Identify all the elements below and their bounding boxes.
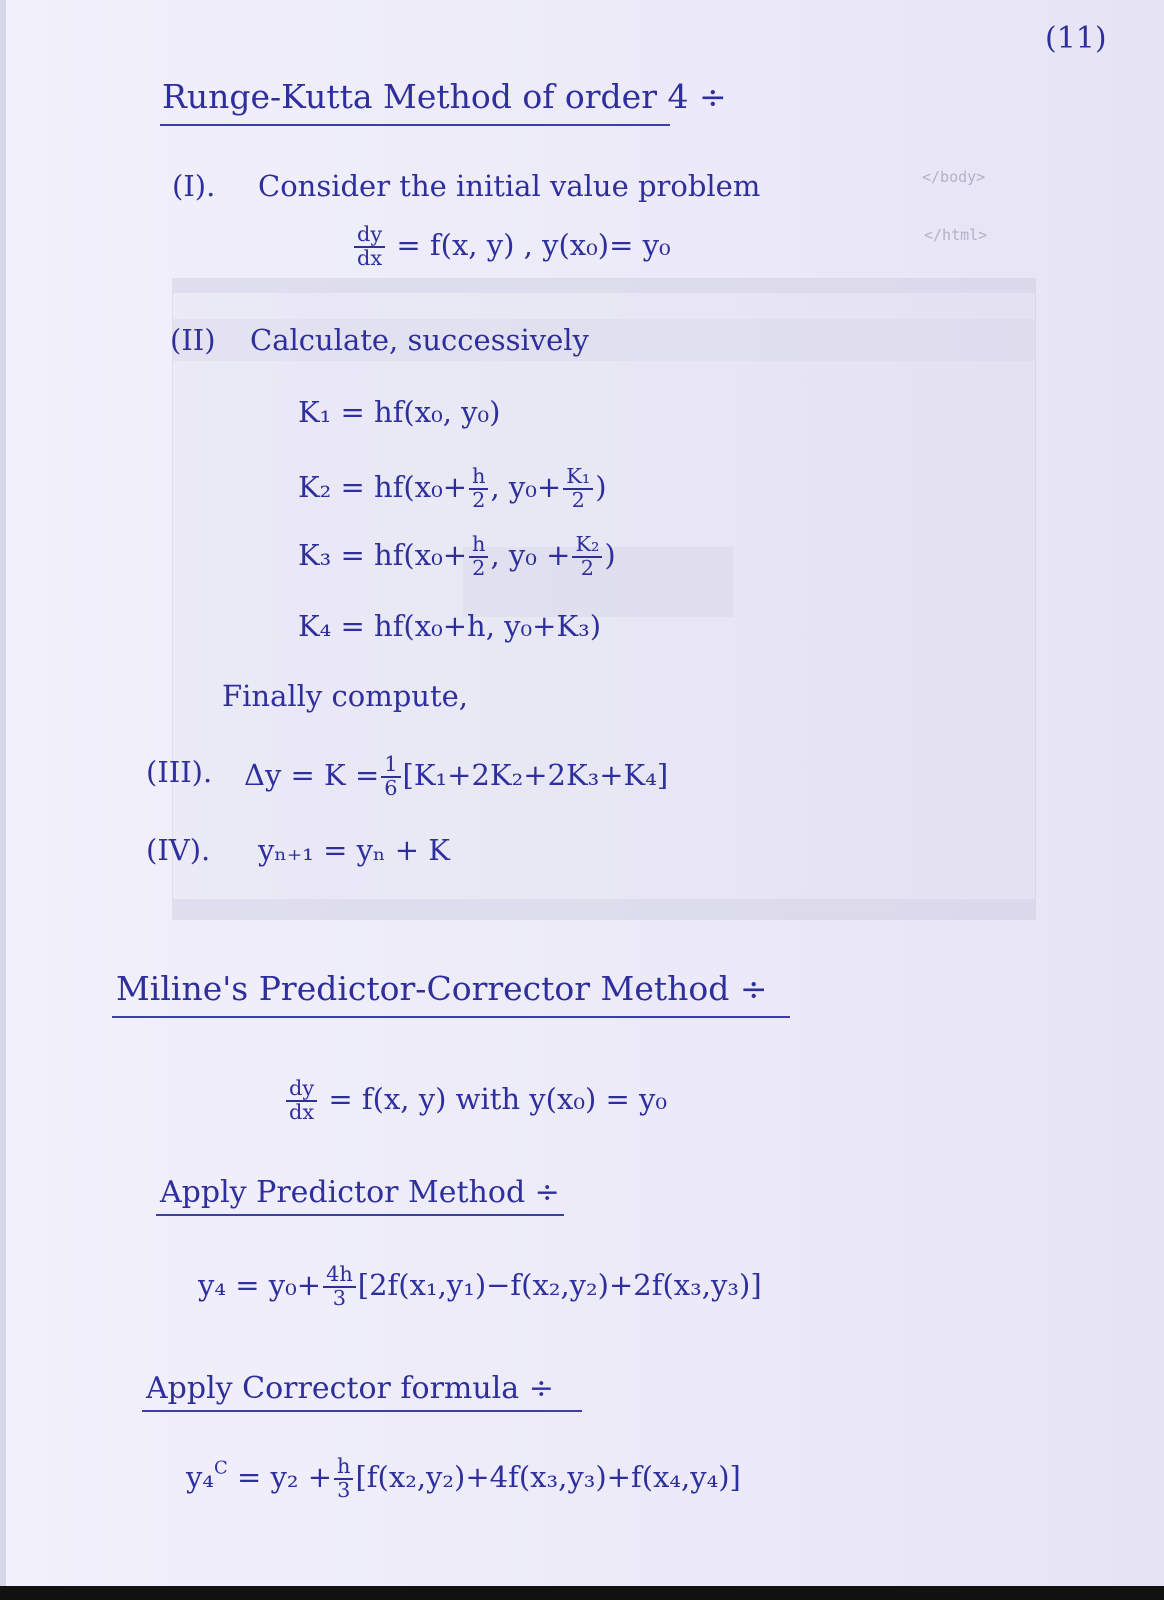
- milne-equation: $\frac{dy}{dx}$ = f(x, y) with y(x₀) = y₀: [284, 1078, 667, 1124]
- page-left-edge: [0, 0, 6, 1600]
- rk-step2-number: (II): [170, 323, 216, 357]
- k1-formula: K₁ = hf(x₀, y₀): [298, 395, 501, 429]
- k2-formula: K₂ = hf(x₀+ $\frac{h}{2}$ , y₀+ $\frac{\text{K₁}}{2}$ ): [298, 464, 607, 512]
- bleed-through-titlebar: [173, 279, 1035, 293]
- bleed-through-tag: </body>: [922, 168, 986, 186]
- corrector-heading-underline: [142, 1410, 582, 1412]
- dy-dx-fraction: $\frac{dy}{dx}$: [354, 224, 385, 270]
- rk-ivp-equation: $\frac{dy}{dx}$ = f(x, y) , y(x₀)= y₀: [352, 224, 671, 270]
- bleed-through-statusbar: [173, 899, 1035, 919]
- four-h-over-3-fraction: $\frac{4h}{3}$: [323, 1264, 356, 1310]
- predictor-heading-underline: [156, 1214, 564, 1216]
- k4-formula: K₄ = hf(x₀+h, y₀+K₃): [298, 609, 602, 643]
- bleed-through-window: [172, 278, 1036, 920]
- rk-step2-text: Calculate, successively: [250, 323, 589, 357]
- rk-step1-number: (I).: [172, 169, 216, 203]
- y-next-formula: yₙ₊₁ = yₙ + K: [258, 833, 450, 867]
- rk-step1-text: Consider the initial value problem: [258, 169, 761, 203]
- bleed-through-tag: </html>: [924, 226, 988, 244]
- dy-dx-fraction: $\frac{dy}{dx}$: [286, 1078, 317, 1124]
- corrector-heading: Apply Corrector formula ÷: [146, 1371, 554, 1406]
- rk-step4-number: (IV).: [146, 833, 211, 867]
- predictor-heading: Apply Predictor Method ÷: [160, 1175, 560, 1210]
- scan-bottom-edge: [0, 1586, 1164, 1600]
- page-number: (11): [1045, 21, 1107, 56]
- rk-title: Runge-Kutta Method of order 4 ÷: [162, 77, 727, 116]
- corrector-formula: y₄$^C$ = y₂ + $\frac{h}{3}$ [f(x₂,y₂)+4f(x₃,y₃)+f(x₄,y₄)]: [186, 1454, 741, 1502]
- h-over-2-fraction: $\frac{h}{2}$: [469, 466, 488, 512]
- one-sixth-fraction: $\frac{1}{6}$: [381, 754, 400, 800]
- predictor-formula: y₄ = y₀+ $\frac{4h}{3}$ [2f(x₁,y₁)−f(x₂,y₂)+2f(x₃,y₃)]: [198, 1262, 762, 1310]
- k1-over-2-fraction: $\frac{\text{K₁}}{2}$: [563, 466, 593, 512]
- milne-title-underline: [112, 1016, 790, 1018]
- delta-y-formula: Δy = K = $\frac{1}{6}$ [K₁+2K₂+2K₃+K₄]: [244, 752, 669, 800]
- rk-title-underline: [160, 124, 670, 126]
- finally-compute-text: Finally compute,: [222, 679, 468, 713]
- k2-over-2-fraction: $\frac{\text{K₂}}{2}$: [572, 534, 602, 580]
- milne-title: Miline's Predictor-Corrector Method ÷: [116, 969, 768, 1008]
- h-over-2-fraction: $\frac{h}{2}$: [469, 534, 488, 580]
- rk-step3-number: (III).: [146, 755, 213, 789]
- h-over-3-fraction: $\frac{h}{3}$: [334, 1456, 353, 1502]
- k3-formula: K₃ = hf(x₀+ $\frac{h}{2}$ , y₀ + $\frac{\text{K₂}}{2}$ ): [298, 532, 616, 580]
